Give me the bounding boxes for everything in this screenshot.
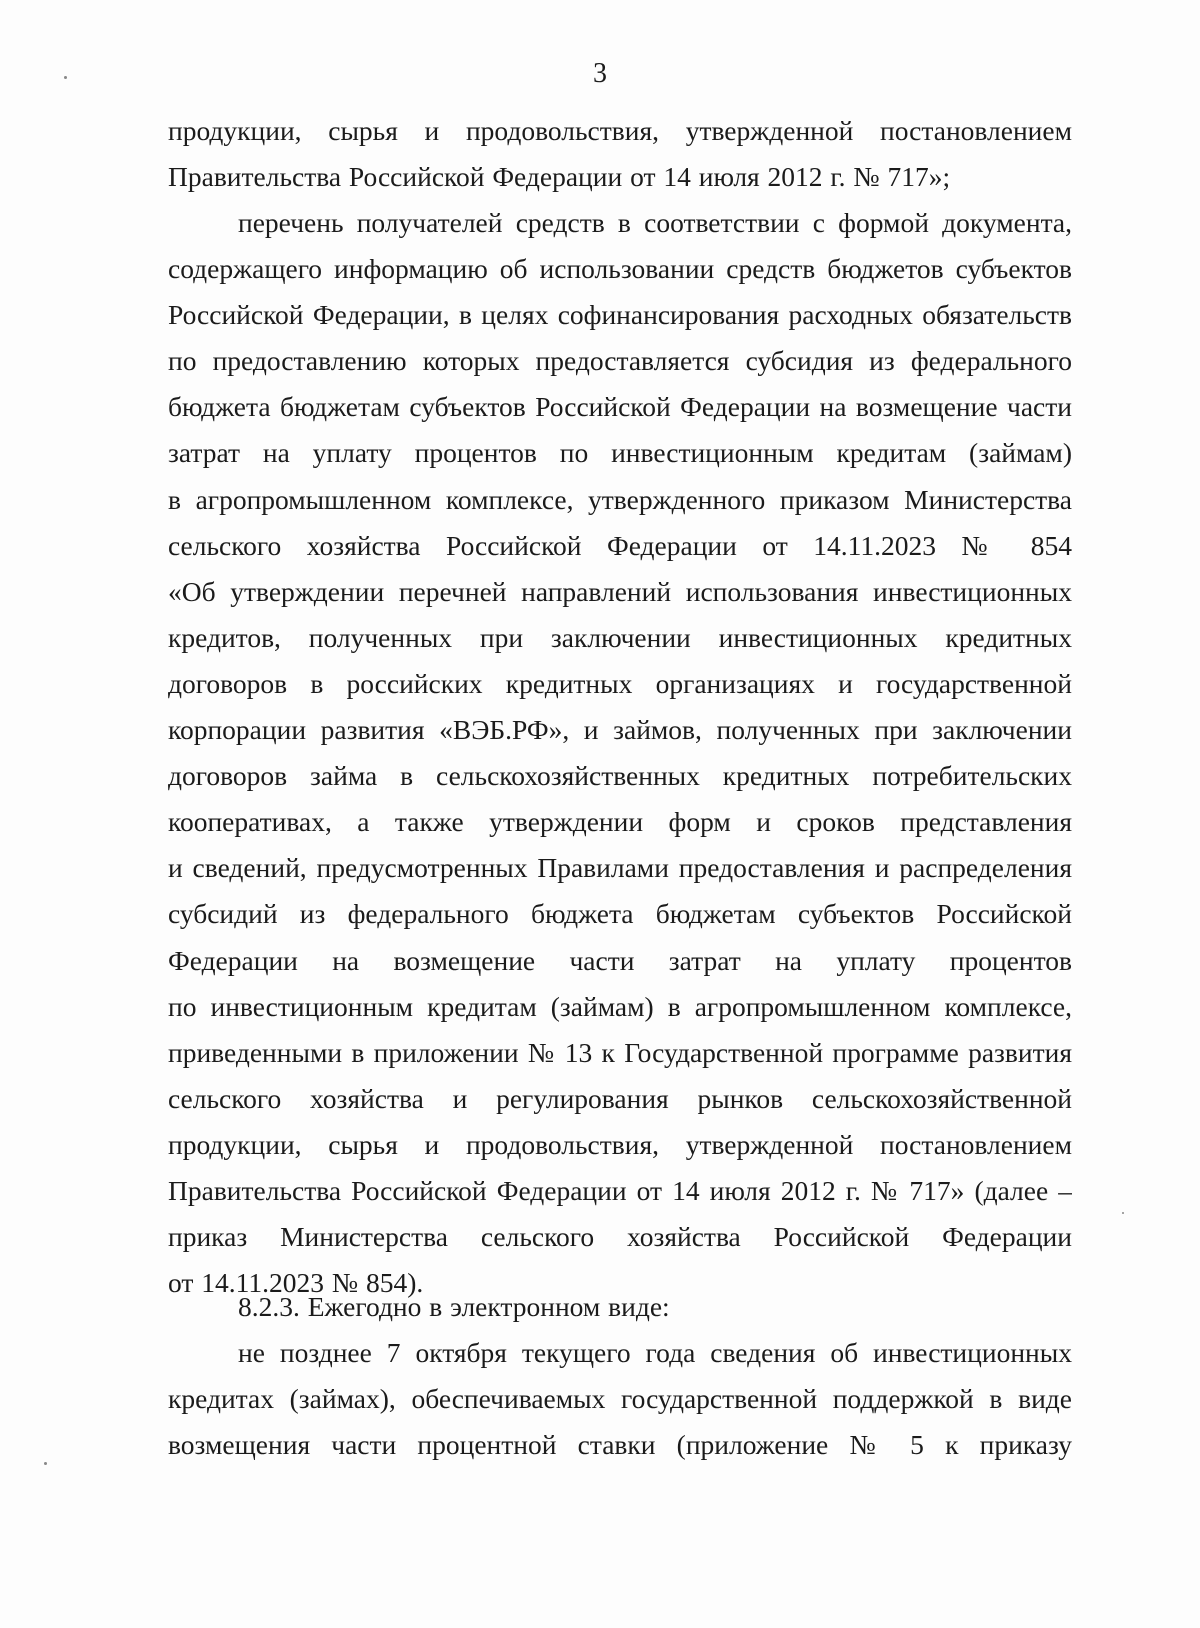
text-line: корпорации развития «ВЭБ.РФ», и займов, полученных при заключении	[168, 714, 1072, 746]
text-line: Правительства Российской Федерации от 14 июля 2012 г. № 717» (далее –	[168, 1174, 1072, 1206]
text-line: кредитов, полученных при заключении инвестиционных кредитных	[168, 621, 1072, 653]
text-line: не позднее 7 октября текущего года сведения об инвестиционных	[238, 1337, 1072, 1368]
text-line: приказ Министерства сельского хозяйства Российской Федерации	[168, 1221, 1072, 1253]
text-line: кооперативах, а также утверждении форм и сроков представления	[168, 806, 1072, 838]
text-line: Правительства Российской Федерации от 14 июля 2012 г. № 717»;	[168, 161, 951, 193]
text-line: сельского хозяйства и регулирования рынков сельскохозяйственной	[168, 1082, 1072, 1114]
text-line: «Об утверждении перечней направлений использования инвестиционных	[168, 575, 1072, 607]
text-line: перечень получателей средств в соответствии с формой документа,	[238, 207, 1072, 238]
text-line: содержащего информацию об использовании средств бюджетов субъектов	[168, 253, 1072, 285]
text-line: продукции, сырья и продовольствия, утвержденной постановлением	[168, 1128, 1072, 1160]
text-line: возмещения части процентной ставки (приложение № 5 к приказу	[168, 1429, 1072, 1461]
text-line: кредитах (займах), обеспечиваемых государственной поддержкой в виде	[168, 1383, 1072, 1415]
section-heading-8-2-3	[168, 1284, 1072, 1330]
text-line: 8.2.3. Ежегодно в электронном виде:	[238, 1291, 670, 1322]
text-line: Федерации на возмещение части затрат на уплату процентов	[168, 944, 1072, 976]
text-line: сельского хозяйства Российской Федерации от 14.11.2023 № 854	[168, 529, 1072, 561]
paragraph-deadline	[168, 1330, 1072, 1468]
text-line: в агропромышленном комплексе, утвержденного приказом Министерства	[168, 483, 1072, 515]
scan-speck	[44, 1462, 47, 1465]
paragraph-continuation	[168, 108, 1072, 200]
text-line: продукции, сырья и продовольствия, утвержденной постановлением	[168, 115, 1072, 146]
text-line: договоров займа в сельскохозяйственных кредитных потребительских	[168, 760, 1072, 792]
page-number: 3	[593, 58, 607, 89]
text-line: и сведений, предусмотренных Правилами предоставления и распределения	[168, 852, 1072, 884]
text-line: приведенными в приложении № 13 к Государственной программе развития	[168, 1036, 1072, 1068]
scan-speck	[64, 76, 67, 79]
text-line: затрат на уплату процентов по инвестиционным кредитам (займам)	[168, 437, 1072, 469]
text-line: Российской Федерации, в целях софинансирования расходных обязательств	[168, 299, 1072, 331]
scan-speck	[1122, 1212, 1124, 1214]
text-line: по предоставлению которых предоставляется субсидия из федерального	[168, 345, 1072, 377]
paragraph-recipients-list	[168, 200, 1072, 1306]
text-line: от 14.11.2023 № 854).	[168, 1267, 424, 1299]
text-line: бюджета бюджетам субъектов Российской Федерации на возмещение части	[168, 391, 1072, 423]
text-line: договоров в российских кредитных организациях и государственной	[168, 667, 1072, 699]
text-line: по инвестиционным кредитам (займам) в агропромышленном комплексе,	[168, 990, 1072, 1022]
text-line: субсидий из федерального бюджета бюджетам субъектов Российской	[168, 898, 1072, 930]
